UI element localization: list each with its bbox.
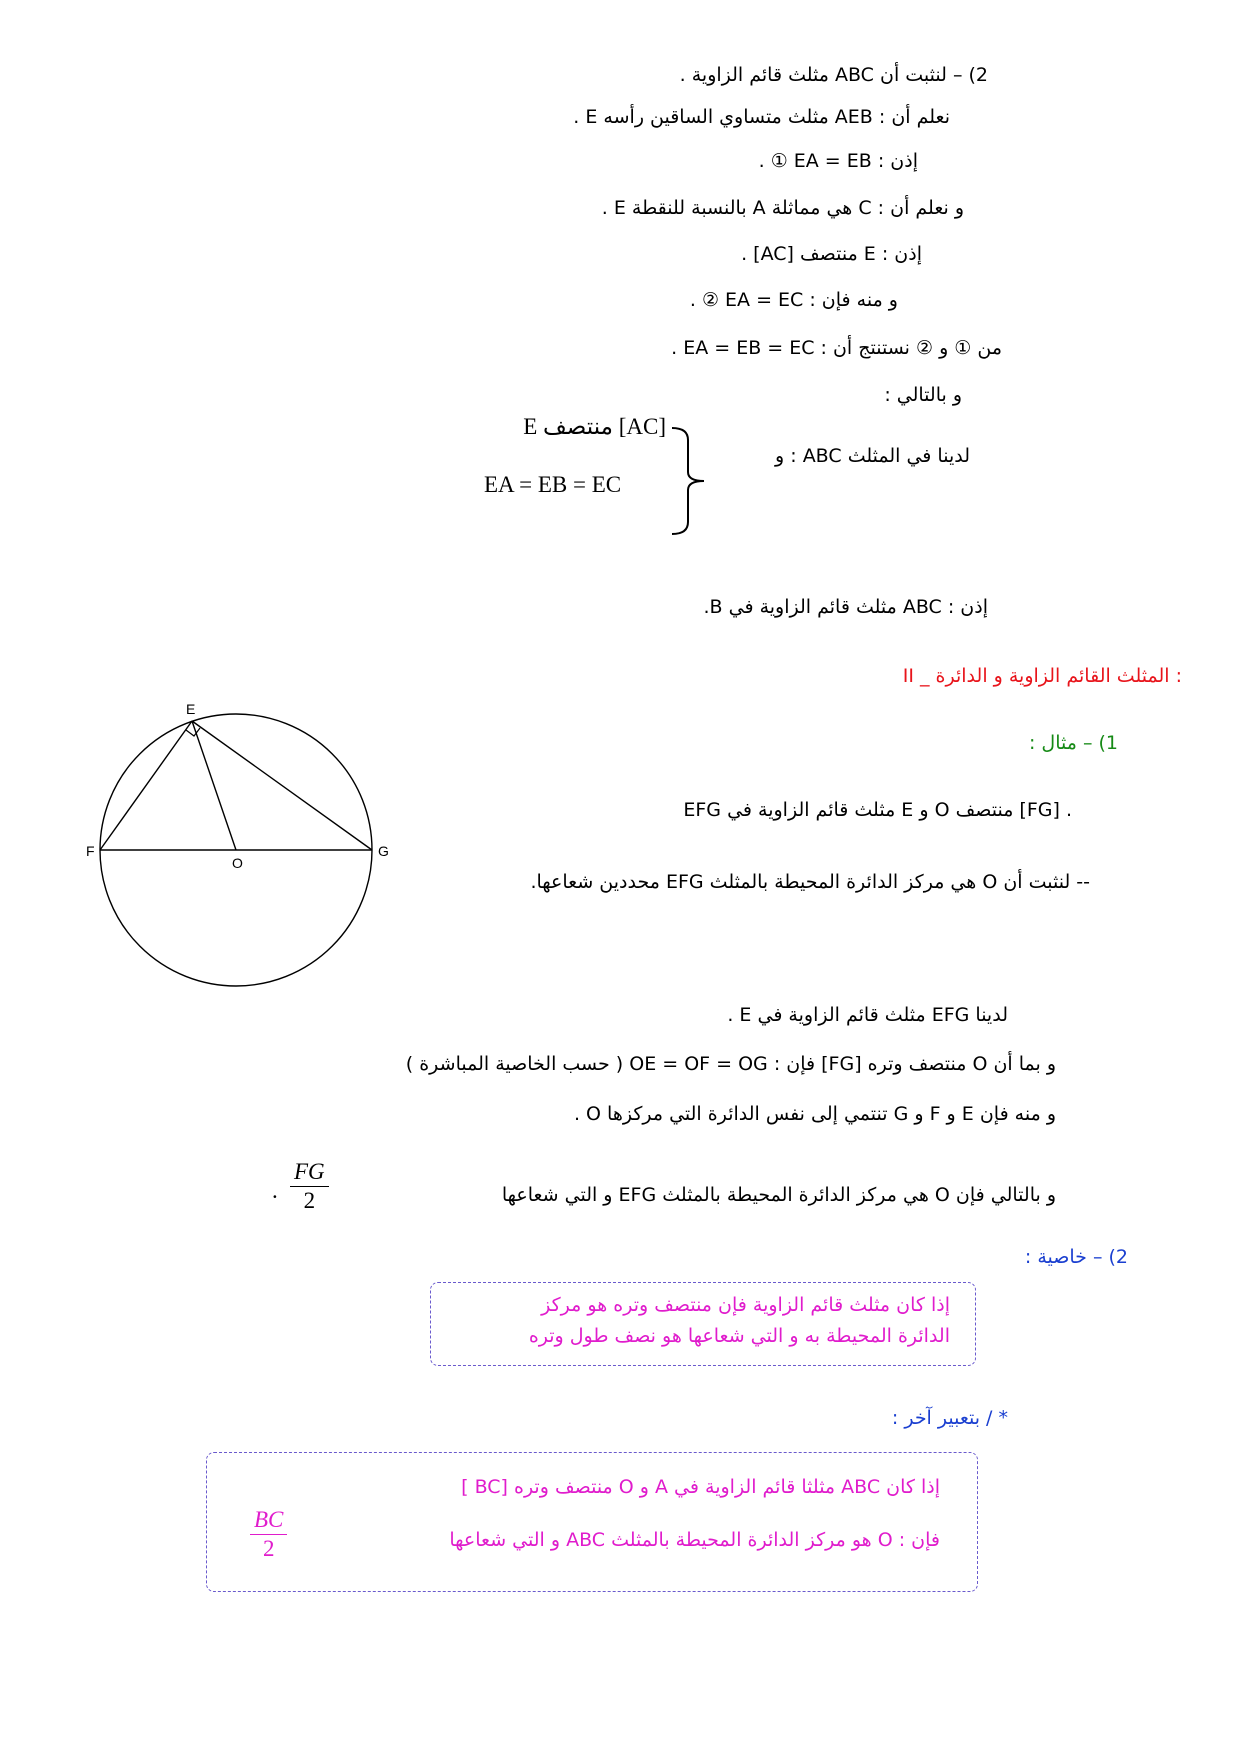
known-isosceles: نعلم أن : AEB مثلث متساوي الساقين رأسه E . bbox=[573, 106, 950, 128]
segment-eg bbox=[192, 721, 372, 850]
right-angle-mark bbox=[186, 728, 200, 736]
fraction-bc-denominator: 2 bbox=[262, 1536, 275, 1561]
segment-ef bbox=[100, 721, 192, 850]
in-triangle: لدينا في المثلث ABC : و bbox=[775, 445, 970, 467]
property-line-2: الدائرة المحيطة به و التي شعاعها هو نصف طول وتره bbox=[528, 1325, 950, 1347]
since-midpoint: و بما أن O منتصف وتره [FG] فإن : OE = OF = OG ( حسب الخاصية المباشرة ) bbox=[405, 1053, 1056, 1075]
fraction-numerator: FG bbox=[290, 1158, 329, 1187]
then-midpoint: إذن : E منتصف [AC] . bbox=[741, 243, 922, 265]
other-line-1: إذا كان ABC مثلثا قائم الزاوية في A و O منتصف وتره [BC ] bbox=[461, 1476, 940, 1498]
hence-same-circle: و منه فإن E و F و G تنتمي إلى نفس الدائرة التي مركزها O . bbox=[573, 1103, 1056, 1125]
radius-fraction-bc bbox=[250, 1506, 287, 1563]
property-title: 2) – خاصية : bbox=[1024, 1246, 1128, 1268]
section-title: II _ المثلث القائم الزاوية و الدائرة : bbox=[902, 665, 1182, 687]
therefore-label: و بالتالي : bbox=[884, 384, 962, 406]
therefore-center: و بالتالي فإن O هي مركز الدائرة المحيطة بالمثلث EFG و التي شعاعها bbox=[501, 1184, 1056, 1206]
from-deduce: من ① و ② نستنتج أن : EA = EB = EC . bbox=[671, 337, 1002, 359]
label-f: F bbox=[86, 843, 95, 859]
known-symmetric: و نعلم أن : C هي مماثلة A بالنسبة للنقطة E . bbox=[601, 197, 964, 219]
example-title: 1) – مثال : bbox=[1028, 732, 1118, 754]
segment-eo bbox=[192, 721, 236, 850]
example-task: -- لنثبت أن O هي مركز الدائرة المحيطة بالمثلث EFG محددين شعاعها. bbox=[530, 871, 1090, 893]
right-brace bbox=[670, 426, 710, 536]
then-ea-eb: إذن : EA = EB ① . bbox=[758, 150, 918, 172]
have-right: لدينا EFG مثلث قائم الزاوية في E . bbox=[727, 1004, 1008, 1026]
hence-ea-ec: و منه فإن : EA = EC ② . bbox=[689, 289, 898, 311]
circle-figure bbox=[86, 700, 406, 1000]
radius-fraction-fg bbox=[290, 1158, 329, 1215]
prove-title: 2) – لنثبت أن ABC مثلث قائم الزاوية . bbox=[679, 64, 988, 86]
example-statement: EFG مثلث قائم الزاوية في E و O منتصف [FG] . bbox=[683, 799, 1072, 821]
label-o: O bbox=[232, 855, 243, 871]
other-line-2: فإن : O هو مركز الدائرة المحيطة بالمثلث ABC و التي شعاعها bbox=[449, 1529, 940, 1551]
property-line-1: إذا كان مثلث قائم الزاوية فإن منتصف وتره هو مركز bbox=[541, 1294, 950, 1316]
other-expression-title: * / بتعبير آخر : bbox=[891, 1407, 1008, 1429]
brace-line-2: EA = EB = EC bbox=[484, 472, 622, 497]
fraction-dot: . bbox=[272, 1178, 278, 1203]
fraction-denominator: 2 bbox=[303, 1188, 316, 1213]
label-g: G bbox=[378, 843, 389, 859]
conclusion: إذن : ABC مثلث قائم الزاوية في B. bbox=[703, 596, 988, 618]
fraction-bc-numerator: BC bbox=[250, 1506, 287, 1535]
label-e: E bbox=[186, 701, 196, 717]
brace-line-1: E منتصف [AC] bbox=[523, 414, 666, 439]
